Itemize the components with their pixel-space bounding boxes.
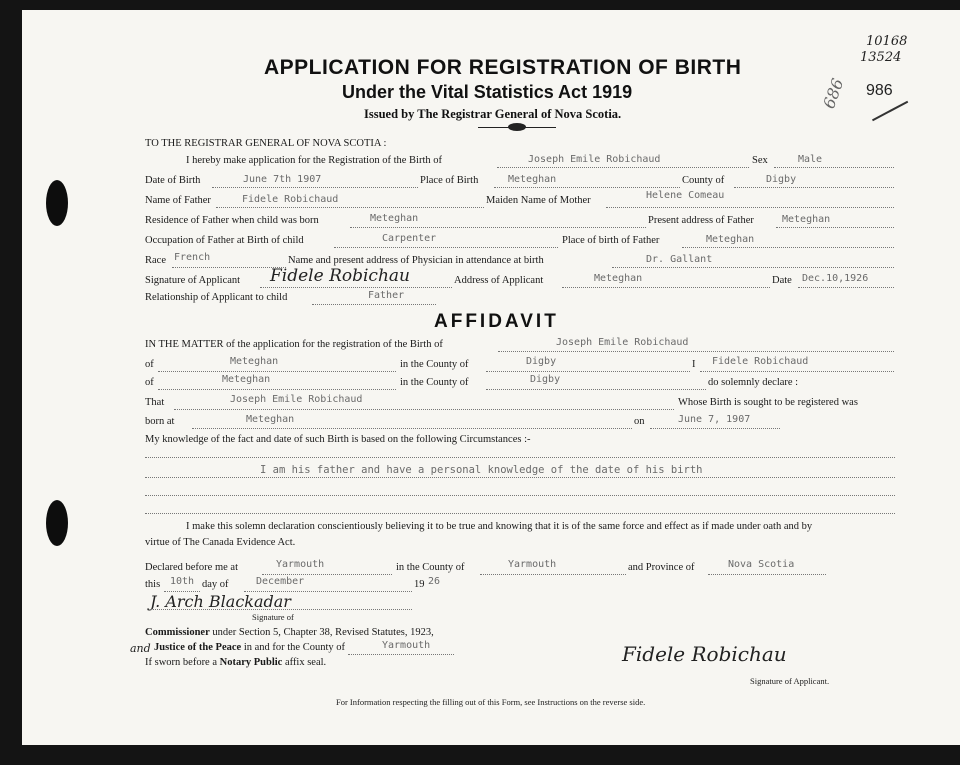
day-field: 10th: [170, 576, 195, 587]
day-of-label: day of: [202, 579, 229, 590]
province-label: and Province of: [628, 562, 695, 573]
affidavit-title: AFFIDAVIT: [434, 311, 559, 332]
of-label-1: of: [145, 359, 154, 370]
that-label: That: [145, 397, 165, 408]
date-field: Dec.10,1926: [802, 273, 869, 284]
county-label-3: in the County of: [396, 562, 465, 573]
justice-county-field: Yarmouth: [382, 640, 431, 651]
dob-label: Date of Birth: [145, 175, 201, 186]
corner-number-1: 10168: [866, 34, 908, 49]
declared-at-field: Yarmouth: [276, 559, 325, 570]
relationship-field: Father: [368, 290, 405, 301]
on-label: on: [634, 416, 645, 427]
province-field: Nova Scotia: [728, 559, 795, 570]
header-ornament: [508, 123, 526, 131]
solemn-declaration-1: I make this solemn declaration conscientiously believing it to be true and knowing that it is of the same force and effect as if made under oath and by: [186, 521, 813, 532]
applicant-signature-bottom: Fidele Robichau: [622, 642, 787, 666]
present-address-label: Present address of Father: [648, 215, 754, 226]
intro-text: I hereby make application for the Registration of the Birth of: [186, 155, 443, 166]
and-handwritten: and: [130, 642, 151, 655]
of-label-2: of: [145, 377, 154, 388]
circumstance-text: I am his father and have a personal knowledge of the date of his birth: [260, 464, 703, 476]
affidavit-child-name: Joseph Emile Robichaud: [556, 337, 689, 348]
race-label: Race: [145, 255, 166, 266]
this-label: this: [145, 579, 161, 590]
declared-label: Declared before me at: [145, 562, 238, 573]
father-field: Fidele Robichaud: [242, 194, 339, 205]
father-birthplace-field: Meteghan: [706, 234, 755, 245]
county-field-2: Digby: [530, 374, 561, 385]
occupation-label: Occupation of Father at Birth of child: [145, 235, 304, 246]
whose-birth-text: Whose Birth is sought to be registered was: [678, 397, 858, 408]
physician-field: Dr. Gallant: [646, 254, 713, 265]
that-child-name: Joseph Emile Robichaud: [230, 394, 363, 405]
solemn-declaration-2: virtue of The Canada Evidence Act.: [145, 537, 296, 548]
relationship-label: Relationship of Applicant to child: [145, 292, 288, 303]
pob-field: Meteghan: [508, 174, 557, 185]
county-field: Digby: [766, 174, 797, 185]
sex-label: Sex: [752, 155, 768, 166]
occupation-field: Carpenter: [382, 233, 437, 244]
sex-field: Male: [798, 154, 823, 165]
of-field-2: Meteghan: [222, 374, 271, 385]
born-at-field: Meteghan: [246, 414, 295, 425]
month-field: December: [256, 576, 305, 587]
issued-by: Issued by The Registrar General of Nova Scotia.: [364, 107, 622, 121]
physician-label: Name and present address of Physician in attendance at birth: [288, 255, 544, 266]
form-title: APPLICATION FOR REGISTRATION OF BIRTH: [264, 56, 742, 79]
declarant-name: Fidele Robichaud: [712, 356, 809, 367]
year-field: 26: [428, 576, 441, 587]
applicant-signature-label: Signature of Applicant.: [750, 676, 830, 686]
county-field-3: Yarmouth: [508, 559, 557, 570]
binder-hole-top: [46, 180, 68, 226]
knowledge-text: My knowledge of the fact and date of such Birth is based on the following Circumstances :-: [145, 434, 531, 445]
commissioner-signature: J. Arch Blackadar: [150, 592, 291, 611]
father-label: Name of Father: [145, 195, 211, 206]
mother-label: Maiden Name of Mother: [486, 195, 591, 206]
child-name-field: Joseph Emile Robichaud: [528, 154, 661, 165]
corner-number-2: 13524: [860, 50, 902, 65]
declare-text: do solemnly declare :: [708, 377, 799, 388]
born-at-label: born at: [145, 416, 175, 427]
father-birthplace-label: Place of birth of Father: [562, 235, 660, 246]
county-label-2: in the County of: [400, 377, 469, 388]
addressee: TO THE REGISTRAR GENERAL OF NOVA SCOTIA :: [145, 138, 387, 149]
residence-field: Meteghan: [370, 213, 419, 224]
binder-hole-bottom: [46, 500, 68, 546]
applicant-address-field: Meteghan: [594, 273, 643, 284]
justice-line: Justice of the Peace in and for the County of: [154, 642, 346, 653]
notary-line: If sworn before a Notary Public affix seal.: [145, 657, 327, 668]
commissioner-line: Commissioner under Section 5, Chapter 38, Revised Statutes, 1923,: [145, 627, 434, 638]
footer-instructions: For Information respecting the filling out of this Form, see Instructions on the reverse side.: [336, 697, 646, 707]
date-label: Date: [772, 275, 792, 286]
county-label: County of: [682, 175, 725, 186]
affidavit-matter: IN THE MATTER of the application for the registration of the Birth of: [145, 339, 443, 350]
of-field-1: Meteghan: [230, 356, 279, 367]
form-subtitle: Under the Vital Statistics Act 1919: [342, 82, 633, 102]
applicant-signature: Fidele Robichau: [270, 266, 410, 286]
race-field: French: [174, 252, 211, 263]
county-field-1: Digby: [526, 356, 557, 367]
applicant-signature-label: Signature of Applicant: [145, 275, 241, 286]
residence-label: Residence of Father when child was born: [145, 215, 319, 226]
signature-of-label: Signature of: [252, 612, 294, 622]
i-label: I: [692, 359, 696, 370]
corner-stamp-number: 986: [866, 82, 893, 99]
applicant-address-label: Address of Applicant: [454, 275, 544, 286]
mother-field: Helene Comeau: [646, 190, 725, 201]
county-label-1: in the County of: [400, 359, 469, 370]
born-date-field: June 7, 1907: [678, 414, 751, 425]
pob-label: Place of Birth: [420, 175, 479, 186]
corner-number-pencil: 686: [819, 75, 848, 112]
present-address-field: Meteghan: [782, 214, 831, 225]
year-prefix: 19: [414, 579, 425, 590]
dob-field: June 7th 1907: [243, 174, 322, 185]
